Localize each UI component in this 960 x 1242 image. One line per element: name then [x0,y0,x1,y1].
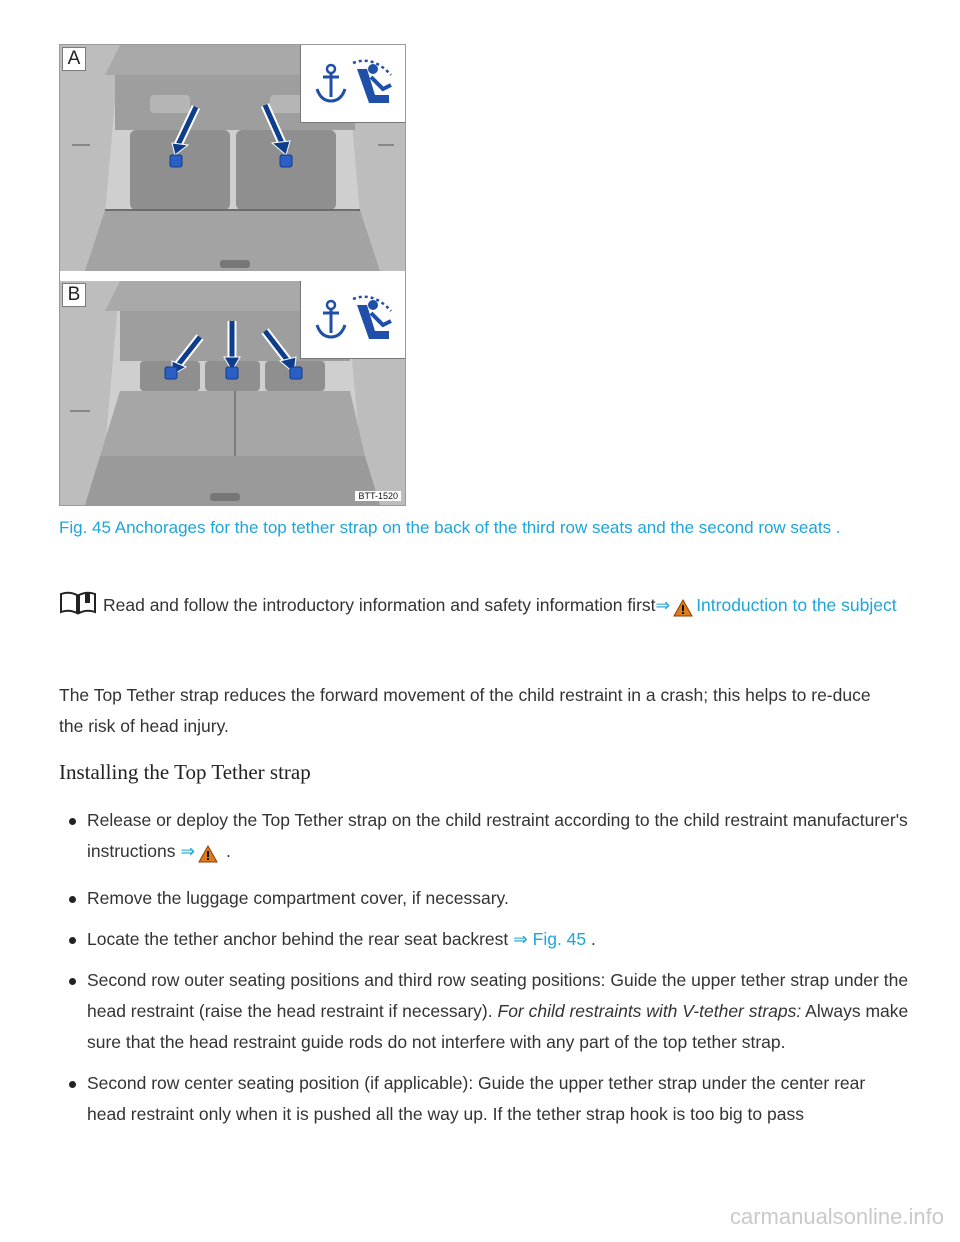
list-item [59,924,909,955]
step-3-link[interactable]: ⇒ Fig. 45 [513,929,587,949]
step-1-text: Release or deploy the Top Tether strap on the child restraint according to the child restraint manufacturer's instructions [87,810,908,861]
step-5-text: Second row center seating position (if applicable): Guide the upper tether strap under the center rear head restraint only when it is pushed all the way up. If the tether strap hook is too big to pass [87,1073,866,1124]
step-2-text: Remove the luggage compartment cover, if necessary. [87,888,509,908]
step-4-italic: For child restraints with V-tether straps: [497,1001,802,1021]
intro-text: Read and follow the introductory information and safety information first [103,595,656,615]
step-3-text: Locate the tether anchor behind the rear seat backrest [87,929,509,949]
bullet-icon [69,937,76,944]
bullet-icon [69,1081,76,1088]
bullet-icon [69,978,76,985]
panel-label-b: B [62,283,86,307]
intro-note [59,590,899,626]
warning-triangle-icon[interactable] [673,596,693,626]
list-item [59,883,909,914]
intro-link[interactable]: Introduction to the subject [696,595,897,615]
steps-list [59,805,909,1140]
step-1-arrow[interactable]: ⇒ [180,841,196,861]
list-item [59,1068,909,1130]
step-1-end: . [225,841,231,861]
body-paragraph: The Top Tether strap reduces the forward movement of the child restraint in a crash; this helps to re-duce the risk of head injury. [59,685,871,736]
step-4-text: Second row outer seating positions and third row seating positions: Guide the upper tether strap under the head restraint (raise the head restraint if necessary). [87,970,909,1021]
figure-code: BTT-1520 [355,491,401,501]
figure-45 [59,44,406,506]
step-3-end: . [591,929,596,949]
tether-anchor-child-seat-icon [300,281,405,359]
panel-label-a: A [62,47,86,71]
list-item [59,965,909,1058]
warning-triangle-icon[interactable] [198,842,218,873]
figure-caption: Fig. 45 Anchorages for the top tether strap on the back of the third row seats and the second row seats . [59,518,841,537]
watermark: carmanualsonline.info [729,1204,944,1229]
bullet-icon [69,818,76,825]
bullet-icon [69,896,76,903]
intro-arrow[interactable]: ⇒ [655,595,671,615]
tether-anchor-child-seat-icon [300,45,405,123]
list-item [59,805,909,873]
book-icon [59,591,97,624]
panel-a-third-row-seats [60,45,405,271]
panel-b-second-row-seats [60,281,405,505]
step-4-rest: Always make sure that the head restraint guide rods do not interfere with any part of the top tether strap. [87,1001,909,1052]
section-heading: Installing the Top Tether strap [59,760,311,784]
